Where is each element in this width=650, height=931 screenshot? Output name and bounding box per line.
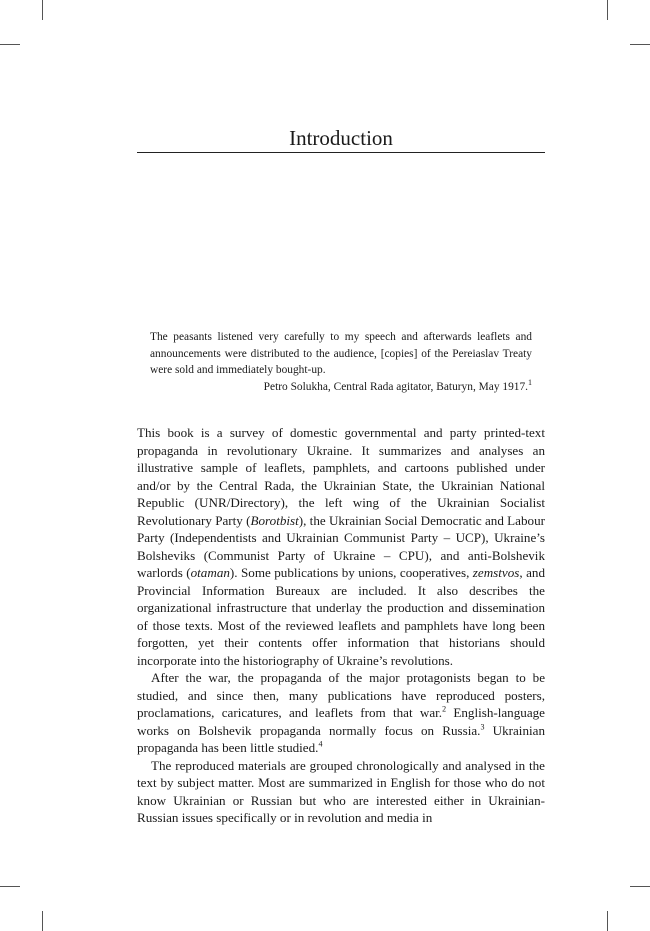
epigraph bbox=[150, 329, 532, 395]
p2-text-a: After the war, the propaganda of the major protagonists began to be studied, and since then, many publications have reproduced posters, proclamations, caricatures, and leaflets from that war. bbox=[137, 670, 545, 720]
footnote-ref-3: 3 bbox=[480, 722, 485, 732]
body-text bbox=[137, 424, 545, 827]
p1-text-c: ), the Ukrainian Social Democratic and Labour Party (Independentists and Ukrainian Communist Party – UCP), Ukraine’s Bolsheviks (Communist Party of Ukraine – CPU), and anti-Bolshevik warlords ( bbox=[137, 512, 545, 580]
crop-mark-right-bottom bbox=[630, 886, 650, 887]
p1-italic-zemstvos: zemstvos bbox=[472, 565, 520, 580]
p2-text-b: English-language works on Bolshevik propaganda normally focus on Russia. bbox=[137, 705, 545, 738]
p1-italic-borotbist: Borotbist bbox=[250, 512, 299, 528]
p1-italic-otaman: otaman bbox=[190, 565, 230, 580]
epigraph-attribution bbox=[150, 379, 532, 396]
p2-text-c: Ukrainian propaganda has been little studied. bbox=[137, 722, 545, 755]
paragraph-1 bbox=[137, 424, 545, 669]
p1-text-a: This book is a survey of domestic governmental and party printed-text propaganda in revolutionary Ukraine. It summarizes and analyses an illustrative sample of leaflets, pamphlets, and cartoons published under and/or by the Central Rada, the Ukrainian State, the Ukrainian National Republic (UNR/Directory), the left wing of the Ukrainian Socialist Revolutionary Party ( bbox=[137, 425, 545, 528]
paragraph-2 bbox=[137, 669, 545, 757]
chapter-title: Introduction bbox=[289, 126, 393, 150]
title-rule bbox=[137, 152, 545, 153]
crop-mark-bottom-left bbox=[42, 911, 43, 931]
p1-text-g: , and Provincial Information Bureaux are included. It also describes the organizational infrastructure that underlay the production and dissemination of those texts. Most of the reviewed leaflets and pamphlets have long been forgotten, yet their contents offer information that historians should incorporate into the historiography of Ukraine’s revolutions. bbox=[137, 565, 545, 668]
crop-mark-top-right bbox=[607, 0, 608, 20]
crop-mark-left-bottom bbox=[0, 886, 20, 887]
footnote-ref-2: 2 bbox=[442, 704, 447, 714]
crop-mark-right-top bbox=[630, 44, 650, 45]
crop-mark-bottom-right bbox=[607, 911, 608, 931]
paragraph-3: The reproduced materials are grouped chronologically and analysed in the text by subject matter. Most are summarized in English for those who do not know Ukrainian or Russian but who are interested either in Ukrainian-Russian issues specifically or in revolution and media in bbox=[137, 757, 545, 825]
epigraph-quote: The peasants listened very carefully to my speech and afterwards leaflets and announcements were distributed to the audience, [copies] of the Pereiaslav Treaty were sold and immediately bought-up. bbox=[150, 331, 532, 376]
p1-text-e: ). Some publications by unions, cooperatives, bbox=[229, 565, 473, 580]
crop-mark-top-left bbox=[42, 0, 43, 20]
footnote-ref-1: 1 bbox=[528, 377, 532, 387]
footnote-ref-4: 4 bbox=[318, 739, 323, 749]
crop-mark-left-top bbox=[0, 44, 20, 45]
attribution-text: Petro Solukha, Central Rada agitator, Baturyn, May 1917. bbox=[263, 380, 528, 393]
